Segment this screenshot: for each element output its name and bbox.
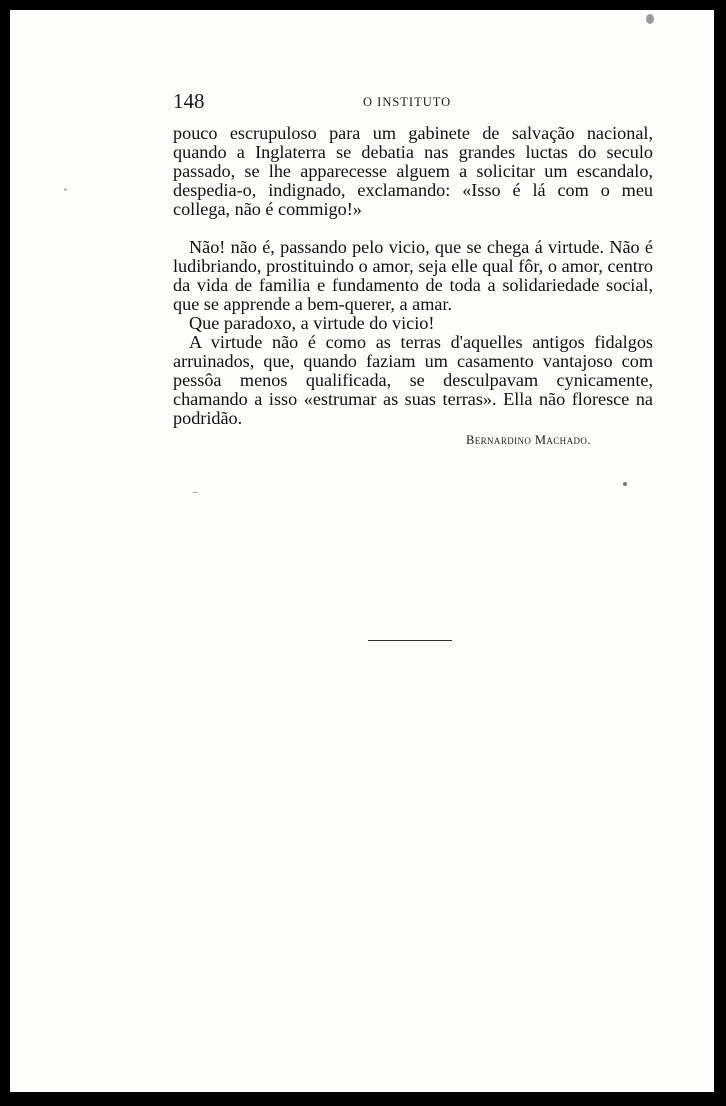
paragraph-1: pouco escrupuloso para um gabinete de salvação nacional, quando a Inglaterra se debatia nas grandes luctas do seculo passado, se lhe apparecesse alguem a solicitar um escandalo, despedia-o, indignado, exclamando: «Isso é lá com o meu collega, não é commigo!» [173, 123, 653, 219]
print-speck [623, 482, 627, 486]
print-speck [192, 492, 198, 493]
running-title: O INSTITUTO [363, 95, 452, 109]
page-header [173, 89, 651, 119]
author-name: Bernardino Machado. [466, 433, 591, 447]
paragraph-4: A virtude não é como as terras d'aquelles antigos fidalgos arruinados, que, quando faziam um casamento vantajoso com pessôa menos qualificada, se desculpavam cynicamente, chamando a isso «estrumar as suas terras». Ella não floresce na podridão. [173, 332, 653, 428]
page-number: 148 [173, 89, 205, 113]
end-rule [368, 640, 452, 641]
paragraph-3: Que paradoxo, a virtude do vicio! [189, 313, 435, 333]
article-body [173, 124, 653, 428]
print-speck [64, 188, 67, 191]
document-page [10, 10, 714, 1092]
paragraph-2: Não! não é, passando pelo vicio, que se chega á virtude. Não é ludibriando, prostituindo o amor, seja elle qual fôr, o amor, centro da vida de familia e fundamento de toda a solidariedade social, que se apprende a bem-querer, a amar. [173, 237, 653, 314]
author-signature [466, 433, 591, 448]
print-speck [646, 14, 654, 24]
